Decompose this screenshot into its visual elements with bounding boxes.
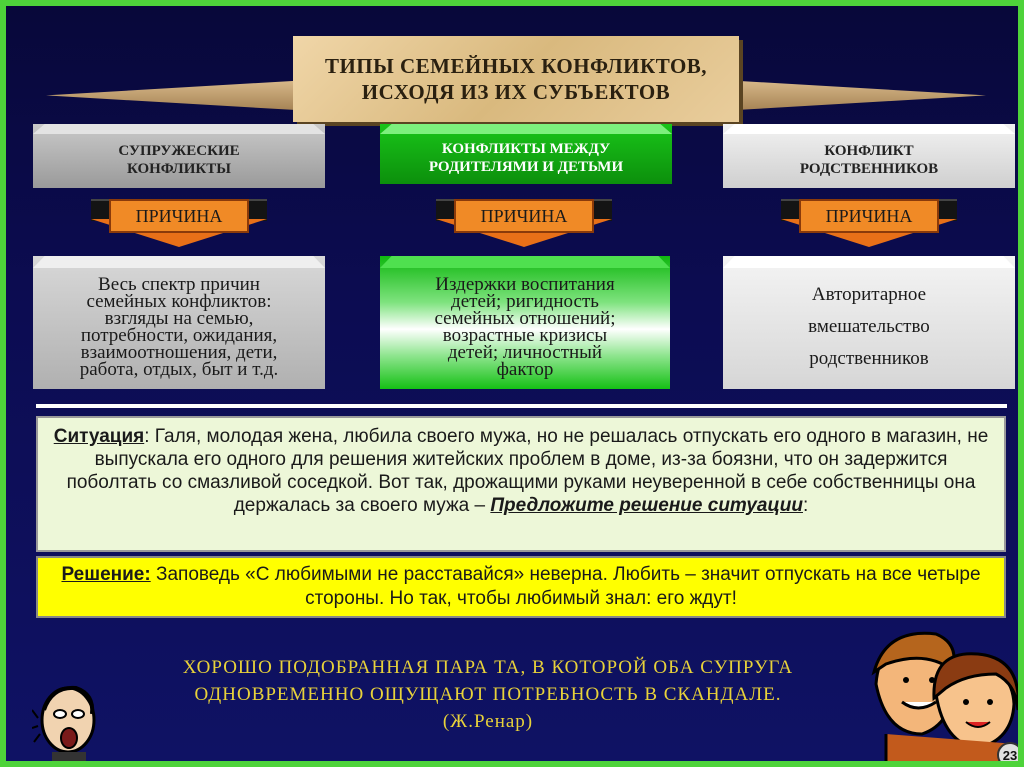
reason-arrow-3 [781,199,957,247]
page-number: 23 [997,742,1023,767]
quote-text: ХОРОШО ПОДОБРАННАЯ ПАРА ТА, В КОТОРОЙ ОБА СУПРУГА ОДНОВРЕМЕННО ОЩУЩАЮТ ПОТРЕБНОСТЬ В СКАНДАЛЕ. (Ж.Ренар) [182,657,794,732]
couple-clipart [866,624,1024,764]
reason-arrow-1 [91,199,267,247]
category-header-parents-children: КОНФЛИКТЫ МЕЖДУ РОДИТЕЛЯМИ И ДЕТЬМИ [380,124,672,184]
reason-content-parents-children: Издержки воспитания детей; ригидность семейных отношений; возрастные кризисы детей; личностный фактор [380,256,670,389]
slide-title: ТИПЫ СЕМЕЙНЫХ КОНФЛИКТОВ, ИСХОДЯ ИЗ ИХ СУБЪЕКТОВ [293,36,739,122]
situation-end: : [802,495,809,516]
reason-label: ПРИЧИНА [799,199,939,233]
situation-text: : Галя, молодая жена, любила своего мужа, но не решалась отпускать его одного в магазин, не выпускала его одного для решения житейских проблем в доме, из-за боязни, что он задержится поболтать со смазливой соседкой. Вот так, дрожащими руками неуверенной в себе собственницы она держалась за своего мужа – [66,426,989,516]
situation-prompt: Предложите решение ситуации [490,495,803,516]
divider [36,404,1007,408]
reason-label: ПРИЧИНА [454,199,594,233]
category-header-spousal: СУПРУЖЕСКИЕ КОНФЛИКТЫ [33,124,325,188]
category-header-relatives: КОНФЛИКТ РОДСТВЕННИКОВ [723,124,1015,188]
solution-label: Решение: [61,564,151,585]
shouting-man-clipart [32,680,102,767]
title-banner [46,28,986,126]
reason-label: ПРИЧИНА [109,199,249,233]
solution-box [36,556,1006,618]
situation-label: Ситуация [53,426,145,447]
reason-arrow-2 [436,199,612,247]
reason-content-relatives: Авторитарное вмешательство родственников [723,256,1015,389]
solution-text: Заповедь «С любимыми не расставайся» неверна. Любить – значит отпускать на все четыре стороны. Но так, чтобы любимый знал: его ждут! [150,564,981,609]
situation-box [36,416,1006,552]
reason-content-spousal: Весь спектр причин семейных конфликтов: взгляды на семью, потребности, ожидания, взаимоотношения, дети, работа, отдых, быт и т.д. [33,256,325,389]
